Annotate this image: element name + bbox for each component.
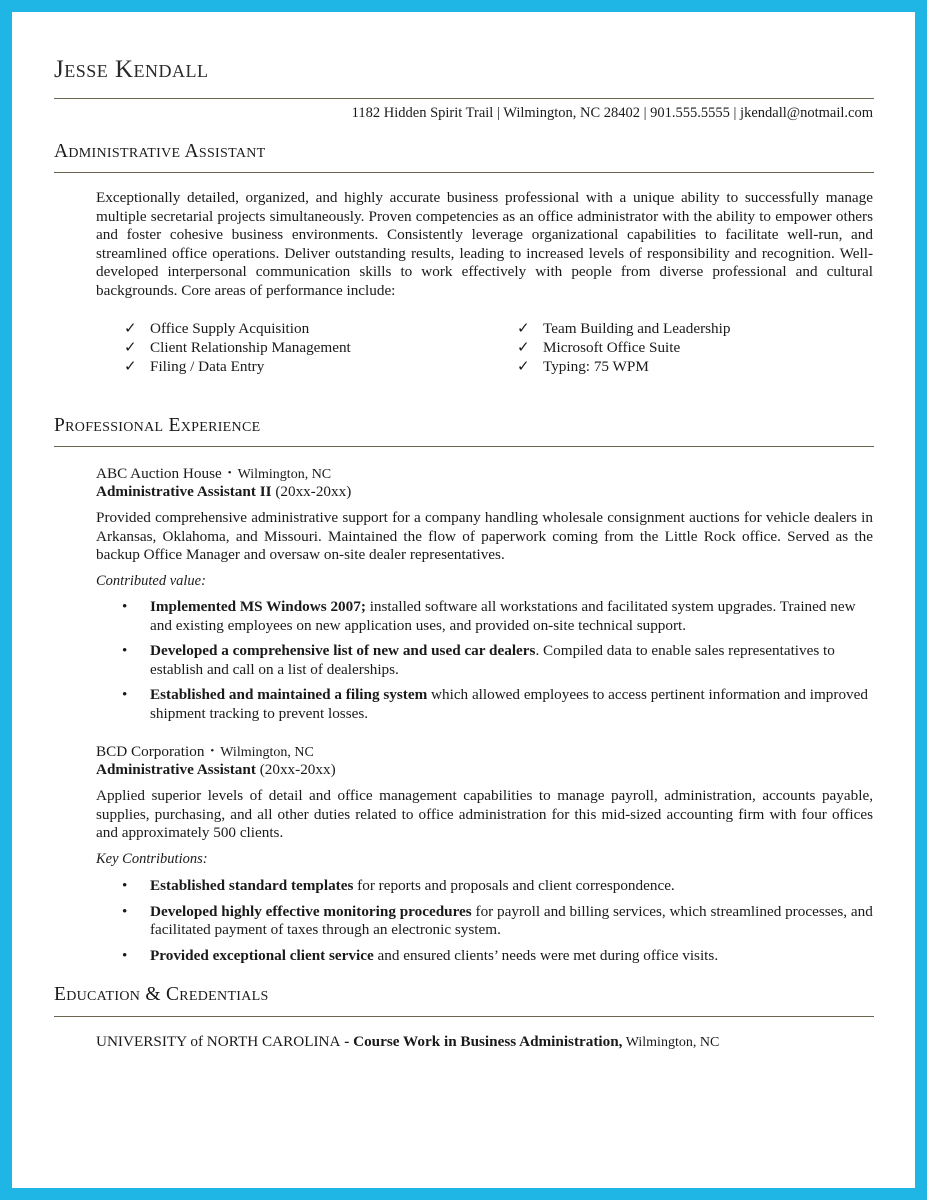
experience-divider [54, 446, 874, 447]
job-dates: (20xx-20xx) [259, 761, 336, 778]
company-name: BCD Corporation [96, 743, 205, 760]
bullet-icon: • [122, 946, 128, 964]
achievement-item: • Provided exceptional client service and ensured clients’ needs were met during office visits. [122, 946, 719, 964]
experience-title: Professional Experience [54, 415, 261, 436]
job-location: Wilmington, NC [220, 745, 314, 760]
job-achievements [120, 598, 874, 731]
skill-item: ✓ Microsoft Office Suite [517, 339, 681, 356]
achievement-item: • Implemented MS Windows 2007; installed software all workstations and facilitated system upgrades. Trained new and existing employees on new application uses, and provided on-site technical support. [122, 598, 856, 634]
checkmark-icon: ✓ [124, 358, 137, 375]
job-role-line [96, 761, 336, 780]
job-company-line [96, 464, 331, 485]
job-role-line [96, 483, 351, 502]
job-achievements [120, 877, 874, 972]
school-name: UNIVERSITY of NORTH CAROLINA [96, 1033, 341, 1050]
job-role: Administrative Assistant II [96, 483, 272, 500]
bullet-icon: • [122, 598, 128, 615]
education-title: Education & Credentials [54, 984, 269, 1005]
separator-dot-icon: • [210, 745, 215, 757]
skills-right-column [517, 319, 730, 376]
summary-divider [54, 172, 874, 173]
education-entry [96, 1033, 719, 1051]
checkmark-icon: ✓ [124, 339, 137, 356]
skill-item: ✓ Team Building and Leadership [517, 320, 731, 337]
summary-title: Administrative Assistant [54, 141, 266, 162]
job-subhead: Contributed value: [96, 573, 206, 589]
education-divider [54, 1016, 874, 1017]
company-name: ABC Auction House [96, 465, 222, 482]
job-company-line [96, 742, 314, 763]
checkmark-icon: ✓ [124, 320, 137, 337]
skills-left-column [124, 319, 351, 376]
job-subhead: Key Contributions: [96, 851, 208, 867]
summary-text: Exceptionally detailed, organized, and highly accurate business professional with a unique ability to successfully manage multiple secretarial projects simultaneously. Proven competencies as an office administrator with the ability to empower others and foster cohesive business environments. Consistently leverage organizational capabilities to facilitate well-run, and streamlined office operations. Deliver outstanding results, leading to increased levels of responsibility and recognition. Well-developed interpersonal communication skills to work effectively with people from diverse professional and cultural backgrounds. Core areas of performance include: [96, 189, 873, 299]
skill-item: ✓ Typing: 75 WPM [517, 358, 649, 375]
skill-item: ✓ Office Supply Acquisition [124, 320, 310, 337]
skill-item: ✓ Filing / Data Entry [124, 358, 265, 375]
achievement-item: • Established and maintained a filing system which allowed employees to access pertinent information and improved shipment tracking to prevent losses. [122, 686, 868, 722]
job-description: Provided comprehensive administrative support for a company handling wholesale consignment auctions for vehicle dealers in Arkansas, Oklahoma, and Missouri. Maintained the flow of paperwork coming from the Little Rock office. Served as the backup Office Manager and oversaw on-site dealer representatives. [96, 509, 873, 564]
bullet-icon: • [122, 877, 128, 894]
course-work: - Course Work in Business Administration, [340, 1033, 623, 1050]
achievement-item: • Developed a comprehensive list of new and used car dealers. Compiled data to enable sales representatives to establish and call on a list of dealerships. [122, 642, 835, 678]
checkmark-icon: ✓ [517, 339, 530, 356]
header-divider [54, 98, 874, 99]
job-dates: (20xx-20xx) [275, 483, 352, 500]
resume-page [12, 12, 915, 1188]
bullet-icon: • [122, 642, 128, 660]
bullet-icon: • [122, 902, 128, 920]
separator-dot-icon: • [227, 467, 232, 479]
checkmark-icon: ✓ [517, 358, 530, 375]
contact-info: 1182 Hidden Spirit Trail | Wilmington, NC 28402 | 901.555.5555 | jkendall@notmail.com [351, 105, 873, 121]
candidate-name: Jesse Kendall [54, 56, 209, 83]
checkmark-icon: ✓ [517, 320, 530, 337]
bullet-icon: • [122, 686, 128, 704]
school-location: Wilmington, NC [622, 1035, 720, 1050]
job-role: Administrative Assistant [96, 761, 256, 778]
job-description: Applied superior levels of detail and office management capabilities to manage payroll, administration, accounts payable, supplies, purchasing, and all other duties related to office administration for this mid-sized accounting firm with four offices and approximately 500 clients. [96, 787, 873, 842]
achievement-item: • Developed highly effective monitoring procedures for payroll and billing services, which streamlined processes, and facilitated payment of taxes through an electronic system. [122, 902, 873, 939]
achievement-item: • Established standard templates for reports and proposals and client correspondence. [122, 877, 675, 894]
skill-item: ✓ Client Relationship Management [124, 339, 351, 356]
job-location: Wilmington, NC [237, 467, 332, 482]
